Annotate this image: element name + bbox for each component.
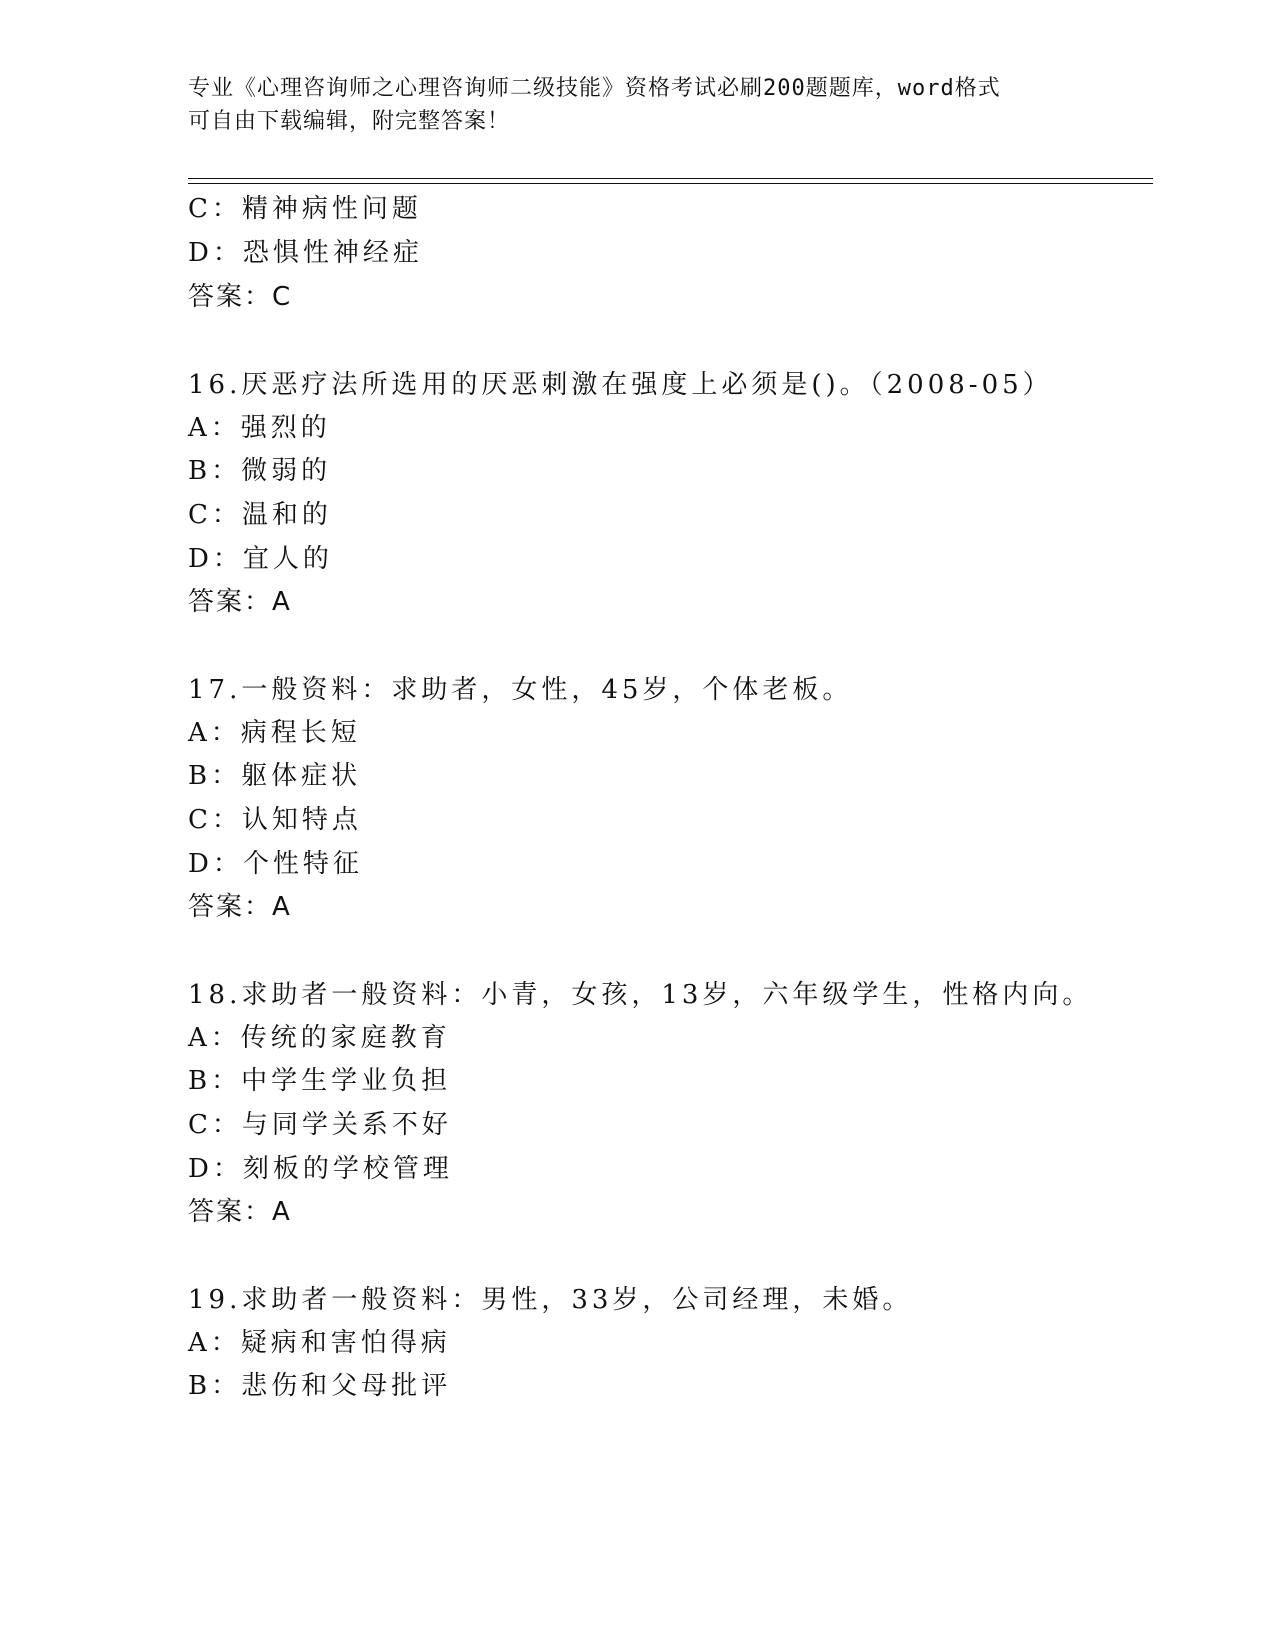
header-line-2: 可自由下载编辑，附完整答案！ bbox=[188, 109, 511, 134]
prev-option-d: D：恐惧性神经症 bbox=[188, 238, 423, 268]
prev-answer: 答案：C bbox=[188, 282, 293, 312]
header-line-1: 专业《心理咨询师之心理咨询师二级技能》资格考试必刷200题题库，word格式 bbox=[188, 76, 1001, 101]
question-18-answer: 答案：A bbox=[188, 1197, 292, 1227]
question-16-option-a: A：强烈的 bbox=[188, 413, 331, 443]
question-19-option-b: B：悲伤和父母批评 bbox=[188, 1371, 452, 1401]
question-17-answer: 答案：A bbox=[188, 892, 292, 922]
header-rule-bottom bbox=[188, 183, 1153, 184]
question-18-option-c: C：与同学关系不好 bbox=[188, 1110, 452, 1140]
question-17-option-c: C：认知特点 bbox=[188, 805, 362, 835]
question-17-option-b: B：躯体症状 bbox=[188, 761, 362, 791]
question-16-option-c: C：温和的 bbox=[188, 500, 332, 530]
question-18-option-a: A：传统的家庭教育 bbox=[188, 1023, 451, 1053]
question-16-option-d: D：宜人的 bbox=[188, 544, 333, 574]
question-18-option-b: B：中学生学业负担 bbox=[188, 1066, 452, 1096]
question-16-stem: 16.厌恶疗法所选用的厌恶刺激在强度上必须是()。（2008-05） bbox=[188, 370, 1053, 400]
question-17-option-a: A：病程长短 bbox=[188, 718, 361, 748]
question-18-stem: 18.求助者一般资料：小青，女孩，13岁，六年级学生，性格内向。 bbox=[188, 980, 1093, 1010]
question-17-stem: 17.一般资料：求助者，女性，45岁，个体老板。 bbox=[188, 675, 853, 705]
question-19-stem: 19.求助者一般资料：男性，33岁，公司经理，未婚。 bbox=[188, 1285, 913, 1315]
question-18-option-d: D：刻板的学校管理 bbox=[188, 1154, 453, 1184]
question-19-option-a: A：疑病和害怕得病 bbox=[188, 1328, 451, 1358]
prev-option-c: C：精神病性问题 bbox=[188, 194, 422, 224]
question-17-option-d: D：个性特征 bbox=[188, 849, 363, 879]
header-rule-top bbox=[188, 178, 1153, 179]
document-header bbox=[188, 72, 1088, 138]
question-16-option-b: B：微弱的 bbox=[188, 456, 332, 486]
question-16-answer: 答案：A bbox=[188, 587, 292, 617]
